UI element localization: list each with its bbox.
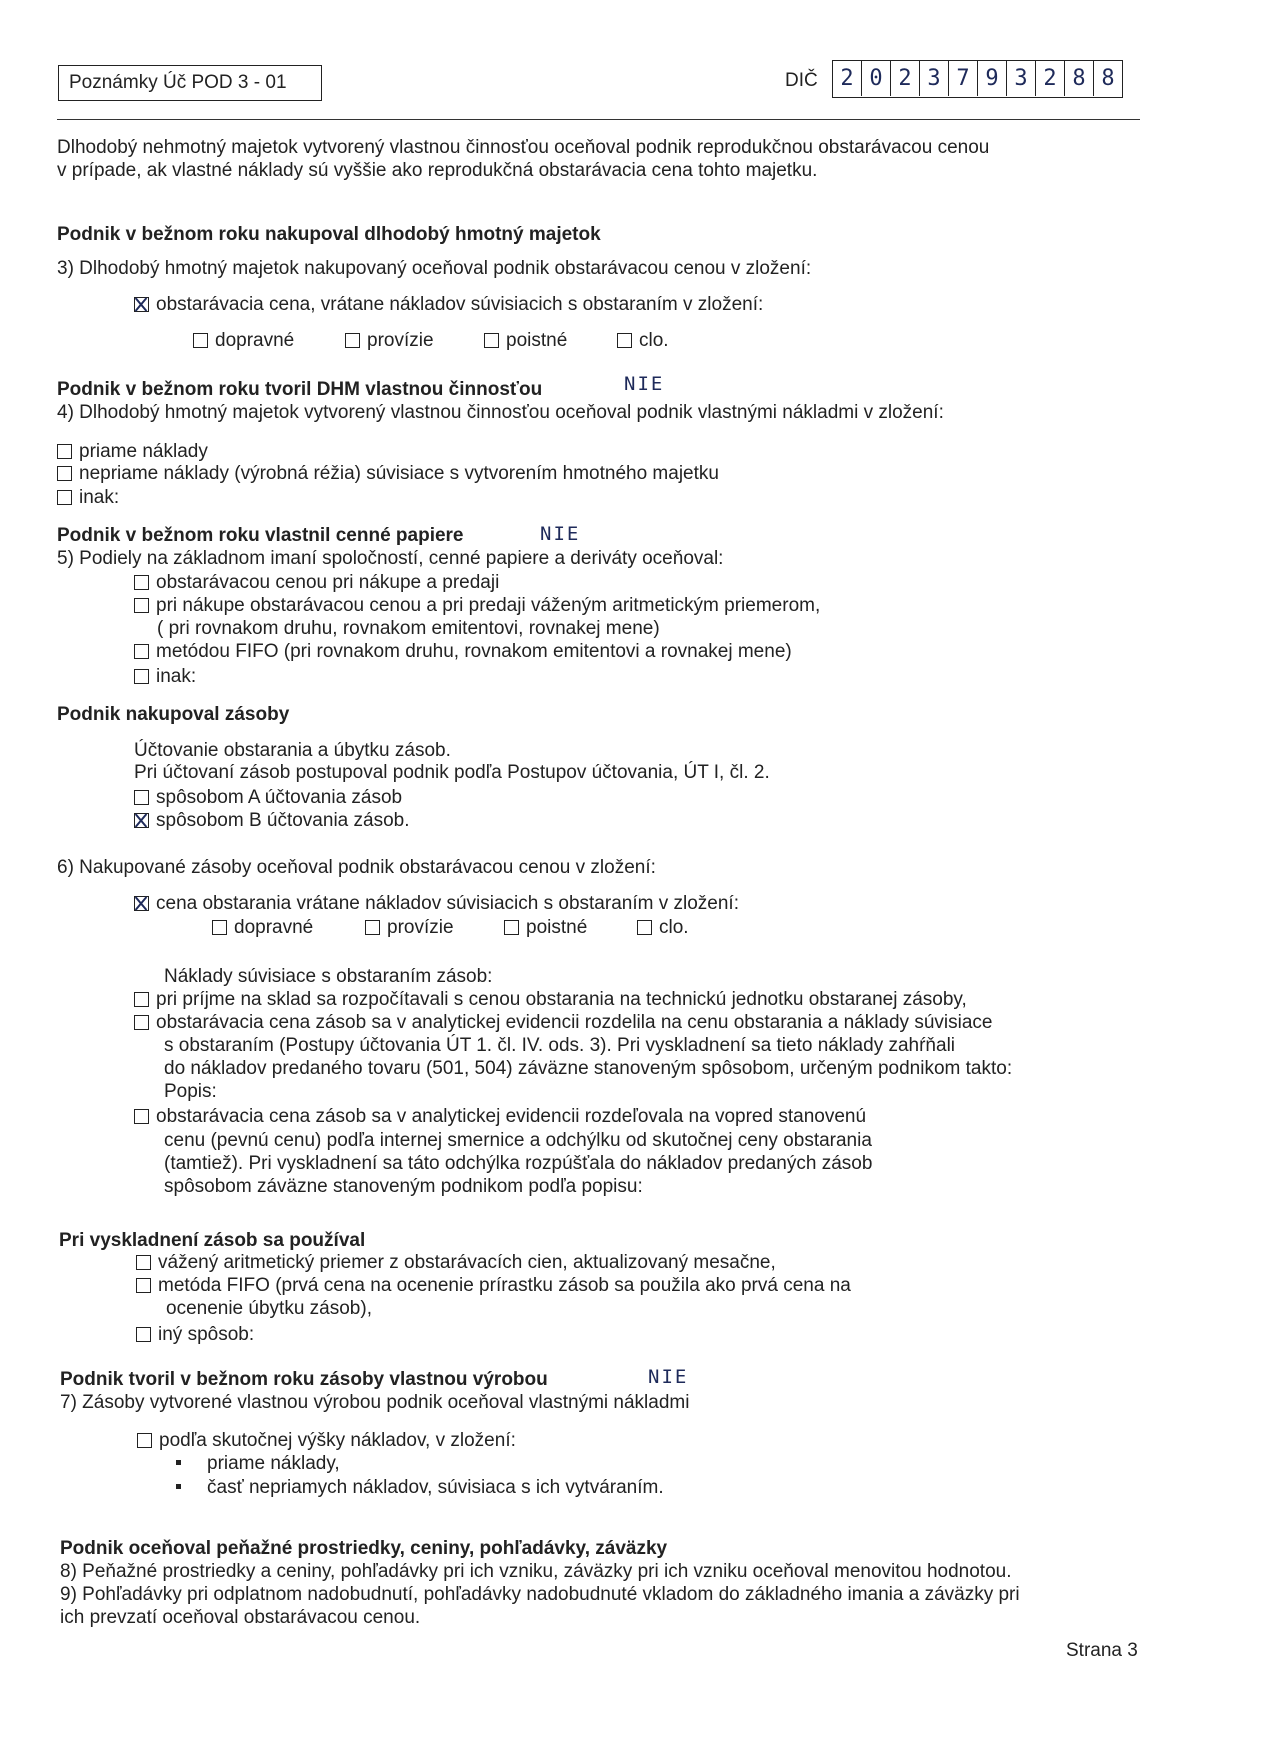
option-label: podľa skutočnej výšky nákladov, v zložení: — [159, 1430, 516, 1451]
question-7: 7) Zásoby vytvorené vlastnou výrobou podnik oceňoval vlastnými nákladmi — [60, 1392, 690, 1413]
option-label: priame náklady — [79, 441, 208, 462]
question-8: 8) Peňažné prostriedky a ceniny, pohľadávky pri ich vzniku, záväzky pri ich vzniku oceňoval menovitou hodnotou. — [60, 1561, 1012, 1582]
checkbox[interactable] — [136, 1278, 151, 1293]
option-label: metódou FIFO (pri rovnakom druhu, rovnakom emitentovi a rovnakej mene) — [156, 641, 792, 662]
checkbox[interactable] — [365, 920, 380, 935]
option-label: obstarávacou cenou pri nákupe a predaji — [156, 572, 500, 593]
bullet-item — [176, 1477, 664, 1499]
option-s6-provizie[interactable] — [365, 917, 454, 939]
option-label: pri príjme na sklad sa rozpočítavali s cenou obstarania na technickú jednotku obstaranej zásoby, — [156, 989, 967, 1010]
option-costs-3-line: cenu (pevnú cenu) podľa internej smernice a odchýlku od skutočnej ceny obstarania — [164, 1130, 872, 1151]
inventory-line: Pri účtovaní zásob postupoval podnik podľa Postupov účtovania, ÚT I, čl. 2. — [134, 762, 770, 783]
option-label: vážený aritmetický priemer z obstarávacích cien, aktualizovaný mesačne, — [158, 1252, 776, 1273]
option-dispatch-weighted[interactable] — [136, 1252, 776, 1274]
checkbox[interactable] — [134, 790, 149, 805]
inventory-line: Účtovanie obstarania a úbytku zásob. — [134, 740, 451, 761]
option-inventory-b[interactable] — [134, 810, 410, 832]
option-label: provízie — [387, 917, 454, 938]
checkbox[interactable] — [617, 333, 632, 348]
option-label: dopravné — [234, 917, 314, 938]
checkbox[interactable] — [504, 920, 519, 935]
option-label: inak: — [79, 487, 120, 508]
option-costs-2-line: do nákladov predaného tovaru (501, 504) záväzne stanoveným spôsobom, určeným podnikom takto: — [164, 1058, 1013, 1079]
handwritten-note: NIE — [540, 523, 581, 545]
dic-digit: 9 — [978, 61, 1007, 96]
dic-digit: 2 — [1036, 61, 1065, 96]
option-costs-2-line: Popis: — [164, 1081, 217, 1102]
option-costs-2-line: s obstaraním (Postupy účtovania ÚT 1. čl. IV. ods. 3). Pri vyskladnení sa tieto náklady zahŕňali — [164, 1035, 956, 1056]
question-9-line: ich prevzatí oceňoval obstarávacou cenou. — [60, 1607, 421, 1628]
option-label: inak: — [156, 666, 197, 687]
checkbox[interactable] — [637, 920, 652, 935]
handwritten-note: NIE — [624, 373, 665, 395]
section-heading-dhm-purchase: Podnik v bežnom roku nakupoval dlhodobý hmotný majetok — [57, 224, 601, 245]
dic-digit: 3 — [920, 61, 949, 96]
option-s4-priame[interactable] — [57, 441, 208, 463]
option-s5-vazeny-cont: ( pri rovnakom druhu, rovnakom emitentovi, rovnakej mene) — [157, 618, 660, 639]
option-s3-provizie[interactable] — [345, 330, 434, 352]
option-s6-main[interactable] — [134, 893, 739, 915]
option-s3-main[interactable] — [134, 294, 763, 316]
option-label: clo. — [659, 917, 689, 938]
option-label: spôsobom B účtovania zásob. — [156, 810, 410, 831]
checkbox[interactable] — [345, 333, 360, 348]
dic-digit: 8 — [1065, 61, 1094, 96]
costs-heading: Náklady súvisiace s obstaraním zásob: — [164, 966, 493, 987]
option-label: metóda FIFO (prvá cena na ocenenie prírastku zásob sa použila ako prvá cena na — [158, 1275, 851, 1296]
dic-digit: 3 — [1007, 61, 1036, 96]
checkbox[interactable] — [57, 466, 72, 481]
option-s4-inak[interactable] — [57, 487, 119, 509]
question-4: 4) Dlhodobý hmotný majetok vytvorený vlastnou činnosťou oceňoval podnik vlastnými nákladmi v zložení: — [57, 402, 944, 423]
checkbox[interactable] — [134, 575, 149, 590]
handwritten-note: NIE — [648, 1366, 689, 1388]
option-label: iný spôsob: — [158, 1324, 255, 1345]
option-costs-3[interactable] — [134, 1106, 866, 1128]
dic-digit: 7 — [949, 61, 978, 96]
option-label: dopravné — [215, 330, 295, 351]
option-s4-nepriame[interactable] — [57, 463, 719, 485]
option-label: pri nákupe obstarávacou cenou a pri predaji váženým aritmetickým priemerom, — [156, 595, 821, 616]
checkbox[interactable] — [137, 1433, 152, 1448]
dic-digit: 2 — [891, 61, 920, 96]
checkbox[interactable] — [212, 920, 227, 935]
option-s5-obstaravacou[interactable] — [134, 572, 499, 594]
option-label: provízie — [367, 330, 434, 351]
checkbox[interactable] — [134, 992, 149, 1007]
option-label: obstarávacia cena zásob sa v analytickej evidencii rozdeľovala na vopred stanovenú — [156, 1106, 867, 1127]
checkbox[interactable] — [193, 333, 208, 348]
option-label: clo. — [639, 330, 669, 351]
checkbox[interactable] — [136, 1327, 151, 1342]
checkbox[interactable] — [134, 669, 149, 684]
option-s3-dopravne[interactable] — [193, 330, 294, 352]
option-s5-vazeny[interactable] — [134, 595, 820, 617]
checkbox[interactable] — [134, 598, 149, 613]
checkbox-checked[interactable] — [134, 896, 149, 911]
section-heading-monetary: Podnik oceňoval peňažné prostriedky, ceniny, pohľadávky, záväzky — [60, 1538, 668, 1559]
question-6: 6) Nakupované zásoby oceňoval podnik obstarávacou cenou v zložení: — [57, 857, 656, 878]
bullet-label: časť nepriamych nákladov, súvisiaca s ich vytváraním. — [207, 1477, 664, 1498]
option-costs-2[interactable] — [134, 1012, 992, 1034]
intro-line: Dlhodobý nehmotný majetok vytvorený vlastnou činnosťou oceňoval podnik reprodukčnou obstarávacou cenou — [57, 137, 990, 158]
dic-label: DIČ — [785, 70, 818, 91]
form-code-box: Poznámky Úč POD 3 - 01 — [58, 65, 322, 101]
section-heading-own-production: Podnik tvoril v bežnom roku zásoby vlastnou výrobou — [60, 1369, 548, 1390]
option-inventory-a[interactable] — [134, 787, 402, 809]
option-s6-poistne[interactable] — [504, 917, 587, 939]
checkbox[interactable] — [134, 1109, 149, 1124]
option-label: spôsobom A účtovania zásob — [156, 787, 403, 808]
section-heading-dispatch: Pri vyskladnení zásob sa používal — [59, 1230, 366, 1251]
header-divider — [57, 119, 1140, 120]
option-dispatch-other[interactable] — [136, 1324, 254, 1346]
section-heading-inventory: Podnik nakupoval zásoby — [57, 704, 290, 725]
checkbox[interactable] — [134, 1015, 149, 1030]
bullet-label: priame náklady, — [207, 1453, 340, 1474]
intro-line: v prípade, ak vlastné náklady sú vyššie ako reprodukčná obstarávacia cena tohto majetku. — [57, 160, 818, 181]
checkbox-checked[interactable] — [134, 813, 149, 828]
checkbox[interactable] — [57, 490, 72, 505]
option-label: obstarávacia cena zásob sa v analytickej evidencii rozdelila na cenu obstarania a náklady súvisiace — [156, 1012, 993, 1033]
dic-digit: 2 — [833, 61, 862, 96]
question-5: 5) Podiely na základnom imaní spoločností, cenné papiere a deriváty oceňoval: — [57, 548, 724, 569]
option-label: obstarávacia cena, vrátane nákladov súvisiacich s obstaraním v zložení: — [156, 294, 764, 315]
option-label: cena obstarania vrátane nákladov súvisiacich s obstaraním v zložení: — [156, 893, 739, 914]
option-s3-clo[interactable] — [617, 330, 669, 352]
option-costs-3-line: spôsobom záväzne stanoveným podnikom podľa popisu: — [164, 1176, 643, 1197]
page-number: Strana 3 — [1066, 1640, 1138, 1661]
checkbox-checked[interactable] — [134, 297, 149, 312]
section-heading-dhm-own: Podnik v bežnom roku tvoril DHM vlastnou činnosťou — [57, 379, 543, 400]
question-3: 3) Dlhodobý hmotný majetok nakupovaný oceňoval podnik obstarávacou cenou v zložení: — [57, 258, 812, 279]
dic-digit: 8 — [1101, 66, 1115, 91]
option-s3-poistne[interactable] — [484, 330, 567, 352]
option-s6-clo[interactable] — [637, 917, 689, 939]
option-dispatch-fifo[interactable] — [136, 1275, 851, 1297]
question-9: 9) Pohľadávky pri odplatnom nadobudnutí, pohľadávky nadobudnuté vkladom do základného imania a záväzky pri — [60, 1584, 1020, 1605]
option-dispatch-fifo-line: ocenenie úbytku zásob), — [166, 1298, 372, 1319]
option-costs-1[interactable] — [134, 989, 967, 1011]
option-label: nepriame náklady (výrobná réžia) súvisiace s vytvorením hmotného majetku — [79, 463, 719, 484]
bullet-item — [176, 1453, 340, 1475]
option-label: poistné — [526, 917, 588, 938]
bullet-icon — [176, 1484, 181, 1489]
option-costs-3-line: (tamtiež). Pri vyskladnení sa táto odchýlka rozpúšťala do nákladov predaných zásob — [164, 1153, 873, 1174]
section-heading-securities: Podnik v bežnom roku vlastnil cenné papiere — [57, 525, 464, 546]
bullet-icon — [176, 1460, 181, 1465]
checkbox[interactable] — [136, 1255, 151, 1270]
checkbox[interactable] — [134, 644, 149, 659]
option-s5-fifo[interactable] — [134, 641, 792, 663]
dic-digit: 0 — [862, 61, 891, 96]
checkbox[interactable] — [484, 333, 499, 348]
checkbox[interactable] — [57, 444, 72, 459]
option-s7-actual[interactable] — [137, 1430, 516, 1452]
option-s6-dopravne[interactable] — [212, 917, 313, 939]
option-s5-inak[interactable] — [134, 666, 196, 688]
option-label: poistné — [506, 330, 568, 351]
dic-field[interactable] — [832, 60, 1123, 98]
